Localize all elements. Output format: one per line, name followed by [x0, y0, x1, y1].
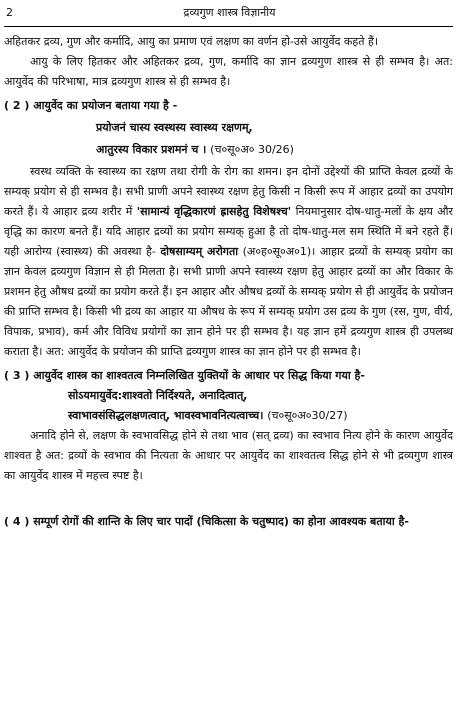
intro-paragraph-2: आयु के लिए हितकर और अहितकर द्रव्य, गुण, कर्मादि का ज्ञान द्रव्यगुण शास्त्र से ही सम्भव है। अत: आयुर्वेद की परिभाषा, मात्र द्रव्यगुण शास्त्र से ही सम्भव है।	[4, 55, 453, 88]
section-3-heading: ( 3 ) आयुर्वेद शास्त्र का शाश्वतत्व निम्नलिखित युक्तियों के आधार पर सिद्ध किया गया है-	[4, 369, 365, 382]
paragraph-text: नियमानुसार दोष-धातु-मलों के क्षय और वृद्धि का कारण बनते हैं। यदि आहार द्रव्यों का प्रयोग सम्यक् हुआ है तो दोष-धातु-मल सम स्थिति में बने रहते हैं। यही आरोग्य (स्वास्थ्य) की अवस्था है-	[4, 205, 454, 258]
section-2-paragraph	[4, 162, 453, 362]
page-header	[4, 0, 453, 26]
section-2-verse-line-2	[4, 140, 453, 160]
running-title: द्रव्यगुण शास्त्र विज्ञानीय	[183, 6, 276, 19]
verse-reference: (च०सू०अ०30/27)	[267, 409, 348, 422]
section-4-heading: ( 4 ) सम्पूर्ण रोगों की शान्ति के लिए चार पादों (चिकित्सा के चतुष्पाद) का होना आवश्यक बताया है-	[4, 515, 409, 528]
verse-text: आतुरस्य विकार प्रशमनं च ।	[96, 143, 207, 156]
section-3-paragraph: अनादि होने से, लक्षण के स्वभावसिद्ध होने से तथा भाव (सत् द्रव्य) का स्वभाव नित्य होने के कारण आयुर्वेद शाश्वत है अत: द्रव्यों के स्वभाव की नित्यता के आधार पर आयुर्वेद का शाश्वतत्व सिद्ध होने से भी द्रव्यगुण शास्त्र का आयुर्वेद शास्त्र में महत्त्व स्पष्ट है।	[4, 429, 453, 482]
section-2-verse-line-1: प्रयोजनं चास्य स्वस्थस्य स्वास्थ्य रक्षणम्,	[96, 121, 253, 134]
section-3-verse-line-1: सोऽयमायुर्वेद:शाश्वतो निर्दिश्यते, अनादित्वात्,	[68, 389, 248, 402]
intro-paragraph-1: अहितकर द्रव्य, गुण और कर्मादि, आयु का प्रमाण एवं लक्षण का वर्णन हो-उसे आयुर्वेद कहते हैं।	[4, 35, 378, 48]
definition-term: दोषसाम्यम् अरोगता	[160, 245, 239, 258]
paragraph-text: स्वस्थ व्यक्ति के स्वास्थ्य का रक्षण तथा रोगी के रोग का शमन। इन दोनों उद्देश्यों की प्राप्ति केवल द्रव्यों के सम्यक् प्रयोग से ही सम्भव है। सभी प्राणी अपने स्वास्थ्य रक्षण हेतु किसी न किसी रूप में आहार द्रव्यों का उपयोग करते हैं। ये आहार द्रव्य शरीर में	[4, 165, 453, 218]
header-divider	[4, 26, 453, 27]
section-3-verse-line-2	[4, 406, 453, 426]
verse-reference: (च०सू०अ० 30/26)	[210, 143, 294, 156]
spacer	[4, 486, 453, 508]
verse-text: स्वाभावसंसिद्धलक्षणत्वात्, भावस्वभावनित्यत्वाच्च।	[68, 409, 264, 422]
quoted-sutra: 'सामान्यं वृद्धिकारणं ह्रासहेतु विशेषश्च'	[136, 205, 292, 218]
page-number: 2	[6, 6, 13, 19]
section-2-heading: ( 2 ) आयुर्वेद का प्रयोजन बताया गया है -	[4, 99, 178, 112]
paragraph-text: (अ०ह०सू०अ०1)। आहार द्रव्यों के सम्यक् प्रयोग का ज्ञान केवल द्रव्यगुण विज्ञान से ही मिलता है। सभी प्राणी अपने स्वास्थ्य रक्षण हेतु आहार द्रव्यों का और विकार के प्रशमन हेतु औषध द्रव्यों का प्रयोग करते हैं। इन आहार और औषध द्रव्यों के सम्यक् प्रयोग से ही आयुर्वेद के प्रयोजन की प्राप्ति सम्भव है। किसी भी द्रव्य का आहार या औषध के रूप में सम्यक् प्रयोग उस द्रव्य के गुण (रस, गुण, वीर्य, विपाक, प्रभाव), कर्म और विविध प्रयोगों का ज्ञान होने पर ही सम्भव है। यह ज्ञान हमें द्रव्यगुण शास्त्र ही उपलब्ध कराता है। अत: आयुर्वेद के प्रयोजन की प्राप्ति द्रव्यगुण शास्त्र का ज्ञान होने पर ही सम्भव है।	[4, 245, 453, 358]
